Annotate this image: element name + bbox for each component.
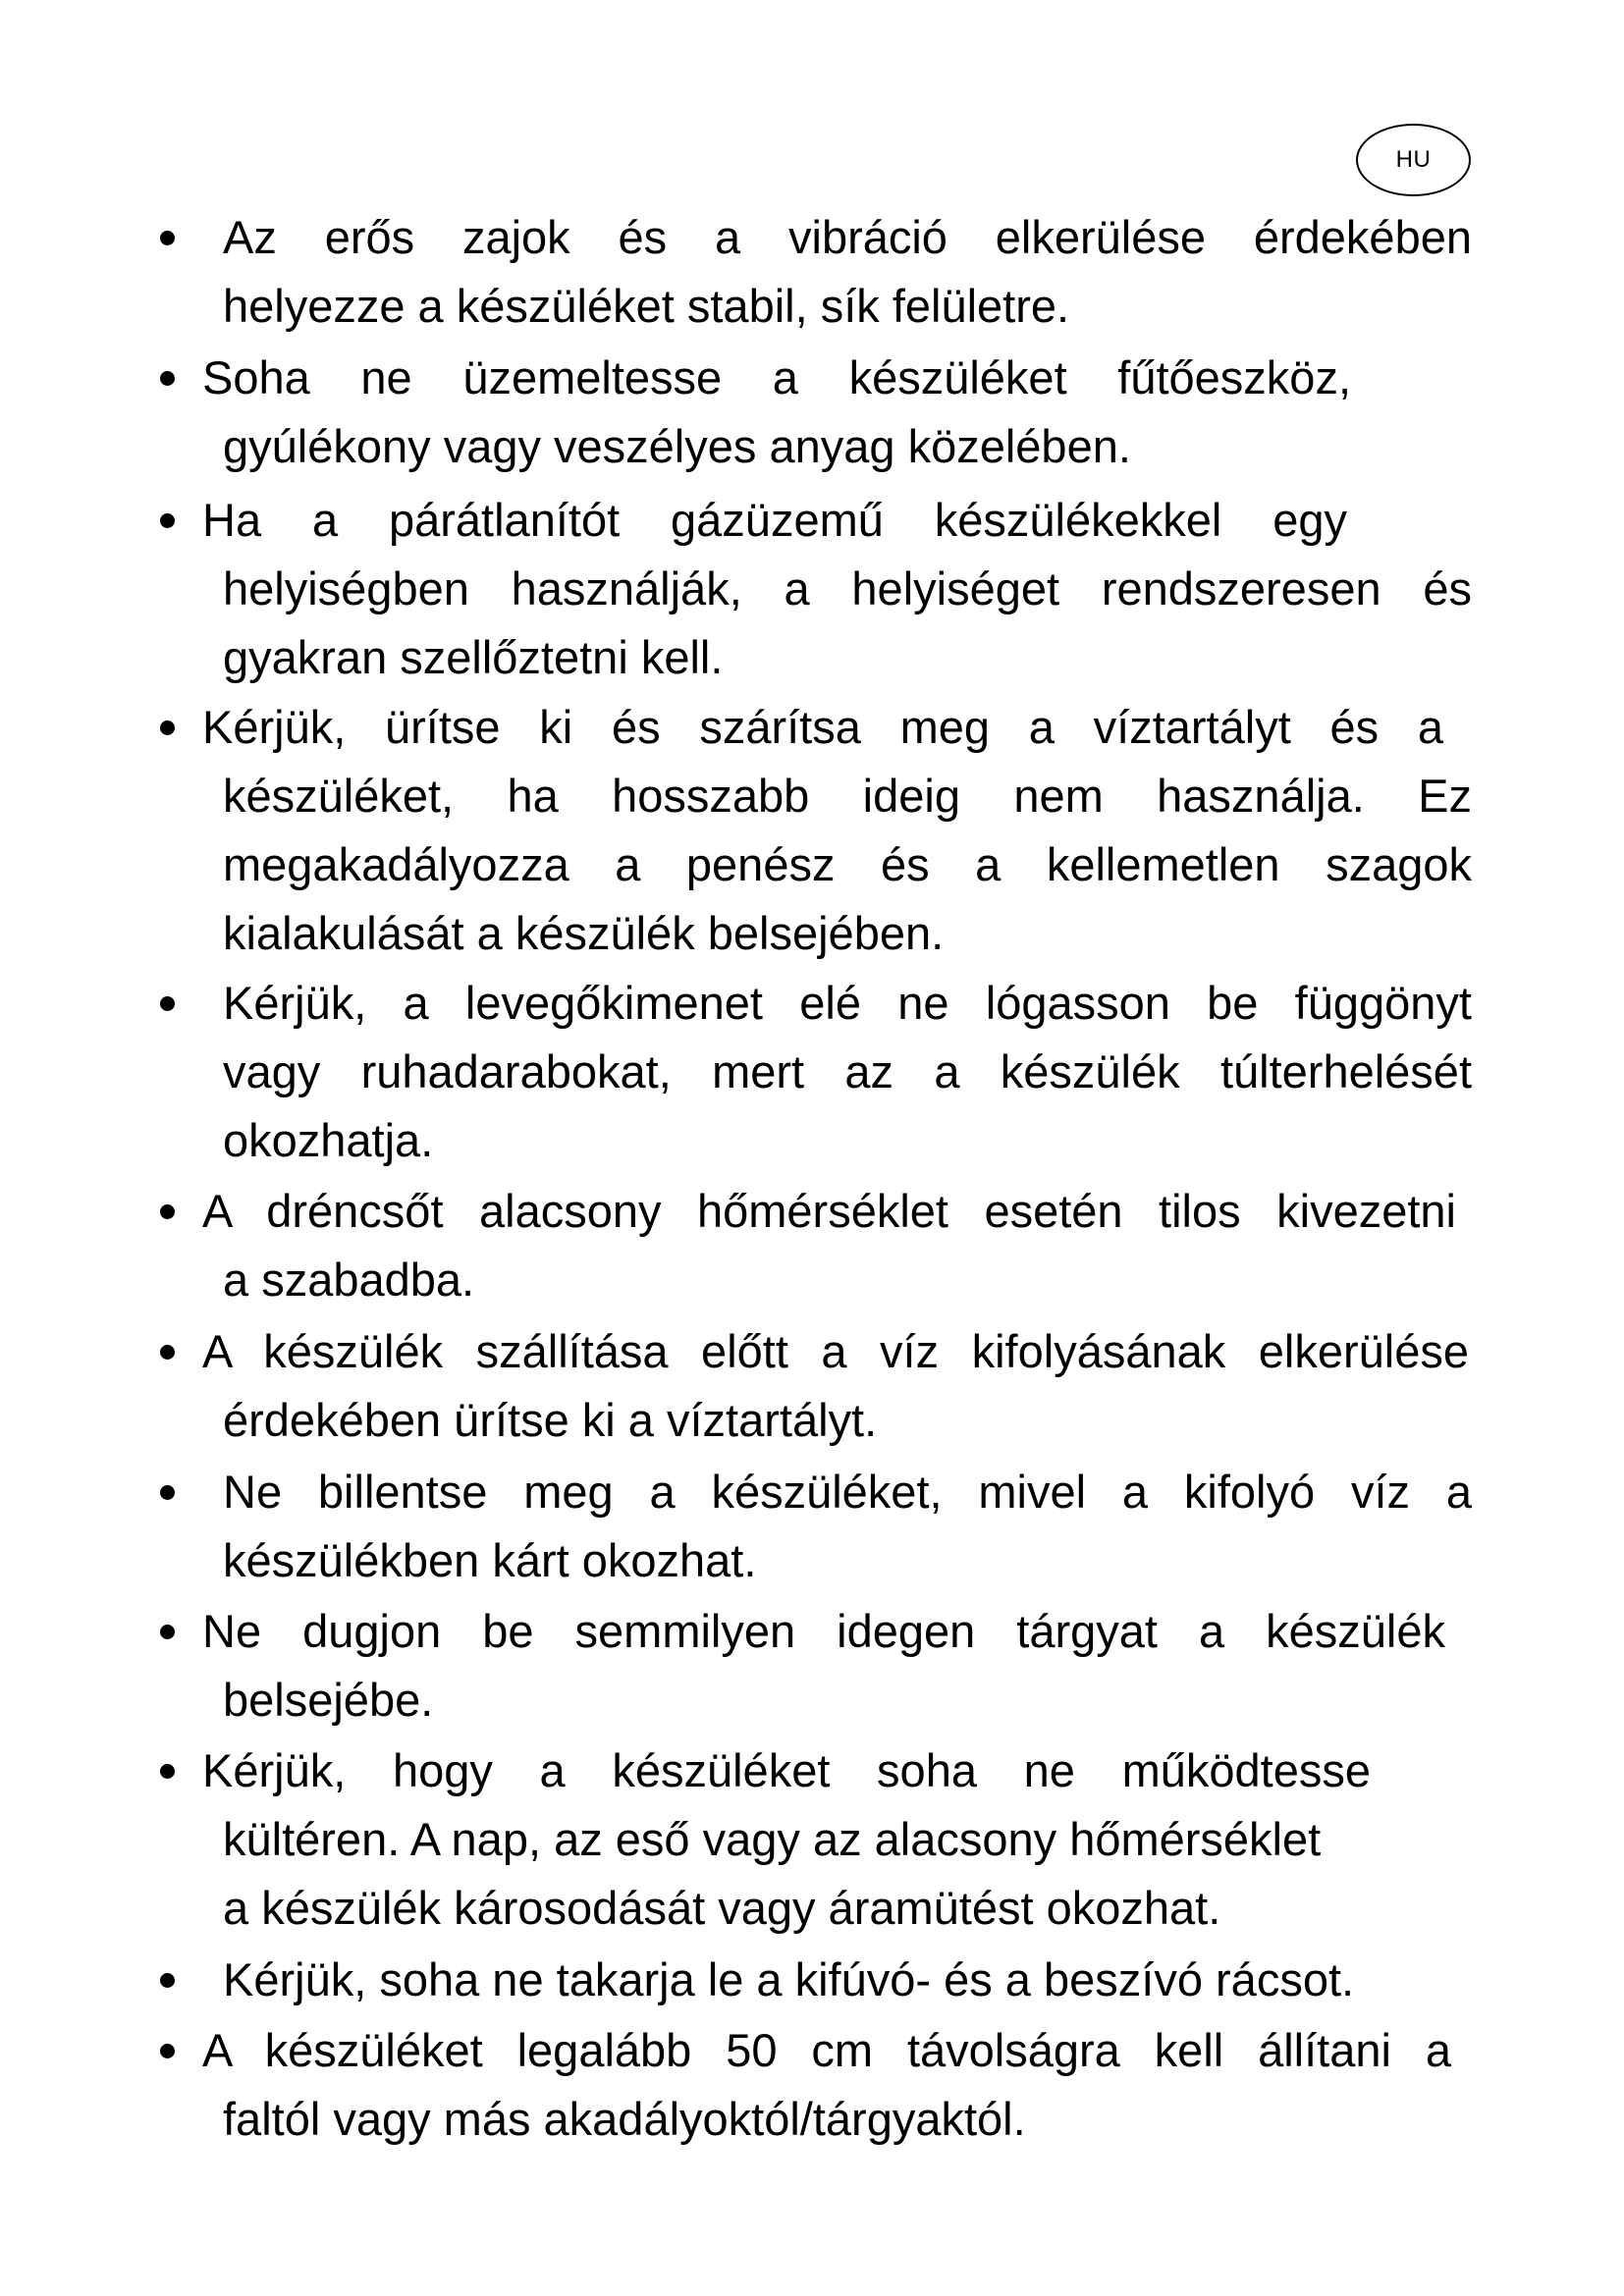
language-badge: HU (1356, 124, 1471, 196)
list-item-line: készüléket, ha hosszabb ideig nem használja. Ez (223, 770, 1472, 822)
bullet-icon (160, 1204, 175, 1219)
list-item-line: készülékben kárt okozhat. (223, 1534, 757, 1586)
list-item-line: Ne billentse meg a készüléket, mivel a kifolyó víz a (223, 1466, 1472, 1518)
bullet-icon (160, 513, 175, 528)
list-item-line: Az erős zajok és a vibráció elkerülése érdekében (223, 211, 1472, 263)
list-item-line: érdekében ürítse ki a víztartályt. (223, 1394, 878, 1446)
bullet-icon (160, 231, 175, 245)
list-item-line: a szabadba. (223, 1254, 475, 1306)
list-item-line: A készüléket legalább 50 cm távolságra kell állítani a (202, 2024, 1451, 2076)
bullet-icon (160, 1764, 175, 1779)
list-item-line: gyúlékony vagy veszélyes anyag közelében. (223, 420, 1131, 472)
list-item-line: okozhatja. (223, 1114, 434, 1166)
list-item-line: kültéren. A nap, az eső vagy az alacsony hőmérséklet (223, 1813, 1322, 1865)
list-item-line: a készülék károsodását vagy áramütést okozhat. (223, 1882, 1221, 1934)
list-item-line: Kérjük, soha ne takarja le a kifúvó- és a beszívó rácsot. (223, 1953, 1355, 2005)
list-item-line: helyiségben használják, a helyiséget rendszeresen és (223, 562, 1472, 614)
list-item-line: belsejébe. (223, 1674, 434, 1726)
list-item-line: Soha ne üzemeltesse a készüléket fűtőeszköz, (202, 351, 1351, 403)
list-item-line: gyakran szellőztetni kell. (223, 631, 724, 683)
bullet-icon (160, 1973, 175, 1988)
list-item-line: kialakulását a készülék belsejében. (223, 907, 945, 959)
bullet-icon (160, 1625, 175, 1639)
list-item-line: Kérjük, hogy a készüléket soha ne működtesse (202, 1744, 1371, 1796)
bullet-icon (160, 371, 175, 386)
bullet-icon (160, 1345, 175, 1360)
bullet-icon (160, 1485, 175, 1500)
list-item-line: faltól vagy más akadályoktól/tárgyaktól. (223, 2093, 1026, 2145)
list-item-line: Kérjük, a levegőkimenet elé ne lógasson be függönyt (223, 977, 1472, 1029)
list-item-line: A dréncsőt alacsony hőmérséklet esetén tilos kivezetni (202, 1185, 1456, 1237)
list-item-line: helyezze a készüléket stabil, sík felületre. (223, 280, 1070, 332)
list-item-line: vagy ruhadarabokat, mert az a készülék túlterhelését (223, 1045, 1472, 1097)
bullet-icon (160, 721, 175, 735)
list-item-line: Ha a párátlanítót gázüzemű készülékekkel egy (202, 494, 1347, 546)
bullet-icon (160, 2044, 175, 2058)
list-item-line: Kérjük, ürítse ki és szárítsa meg a víztartályt és a (202, 701, 1443, 753)
list-item-line: Ne dugjon be semmilyen idegen tárgyat a készülék (202, 1605, 1445, 1657)
list-item-line: megakadályozza a penész és a kellemetlen szagok (223, 838, 1472, 890)
bullet-icon (160, 996, 175, 1011)
list-item-line: A készülék szállítása előtt a víz kifolyásának elkerülése (202, 1325, 1469, 1377)
